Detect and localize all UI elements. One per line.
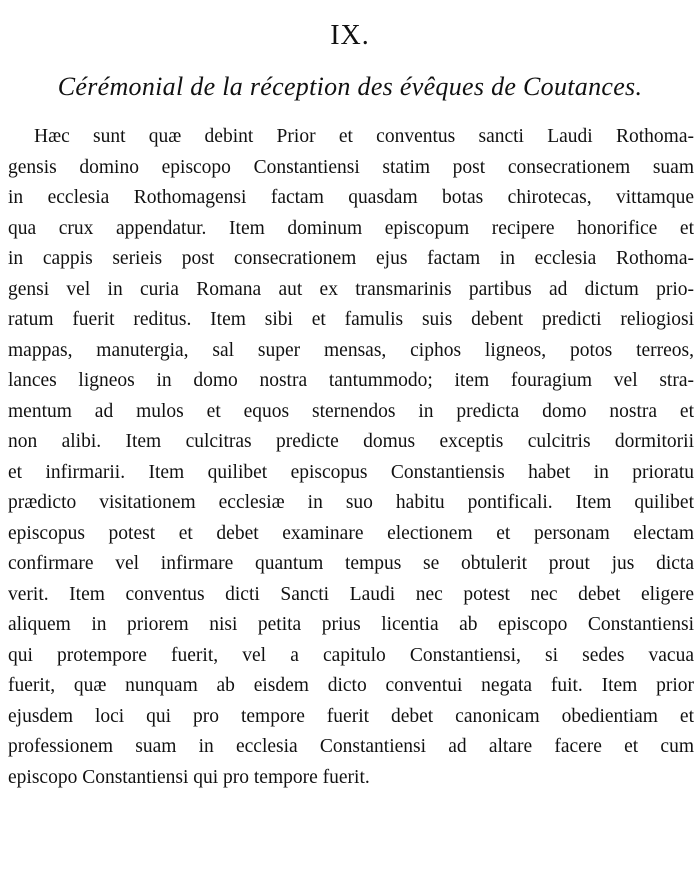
text-line: et infirmarii. Item quilibet episcopus Constantiensis habet in prioratu bbox=[8, 461, 694, 483]
text-line: in cappis serieis post consecrationem ejus factam in ecclesia Rothoma- bbox=[8, 248, 694, 269]
text-line: Hæc sunt quæ debint Prior et conventus sancti Laudi Rothoma- bbox=[34, 126, 694, 147]
body-paragraph bbox=[8, 122, 694, 793]
text-line: gensi vel in curia Romana aut ex transmarinis partibus ad dictum prio- bbox=[8, 278, 694, 300]
text-line: prædicto visitationem ecclesiæ in suo habitu pontificali. Item quilibet bbox=[8, 492, 694, 513]
text-line: gensis domino episcopo Constantiensi statim post consecrationem suam bbox=[8, 156, 694, 178]
text-line: episcopus potest et debet examinare electionem et personam electam bbox=[8, 522, 694, 544]
text-line: confirmare vel infirmare quantum tempus se obtulerit prout jus dicta bbox=[8, 553, 694, 574]
text-line: fuerit, quæ nunquam ab eisdem dicto conventui negata fuit. Item prior bbox=[8, 675, 694, 696]
section-numeral: IX. bbox=[330, 20, 370, 51]
text-line: non alibi. Item culcitras predicte domus exceptis culcitris dormitorii bbox=[8, 431, 694, 452]
text-line: mentum ad mulos et equos sternendos in predicta domo nostra et bbox=[8, 400, 694, 422]
text-line: verit. Item conventus dicti Sancti Laudi nec potest nec debet eligere bbox=[8, 583, 694, 605]
text-line: mappas, manutergia, sal super mensas, ciphos ligneos, potos terreos, bbox=[8, 339, 694, 361]
text-line: lances ligneos in domo nostra tantummodo; item fouragium vel stra- bbox=[8, 370, 694, 391]
text-line: qui protempore fuerit, vel a capitulo Constantiensi, si sedes vacua bbox=[8, 644, 694, 666]
text-line: qua crux appendatur. Item dominum episcopum recipere honorifice et bbox=[8, 217, 694, 239]
text-line: in ecclesia Rothomagensi factam quasdam botas chirotecas, vittamque bbox=[8, 187, 694, 208]
text-line: aliquem in priorem nisi petita prius licentia ab episcopo Constantiensi bbox=[8, 614, 694, 635]
section-title: Cérémonial de la réception des évêques de Coutances. bbox=[57, 72, 643, 101]
text-line: ratum fuerit reditus. Item sibi et famulis suis debent predicti reliogiosi bbox=[8, 309, 694, 330]
text-line: ejusdem loci qui pro tempore fuerit debet canonicam obedientiam et bbox=[8, 705, 694, 727]
text-line: episcopo Constantiensi qui pro tempore fuerit. bbox=[8, 766, 370, 788]
text-line: professionem suam in ecclesia Constantiensi ad altare facere et cum bbox=[8, 736, 694, 757]
